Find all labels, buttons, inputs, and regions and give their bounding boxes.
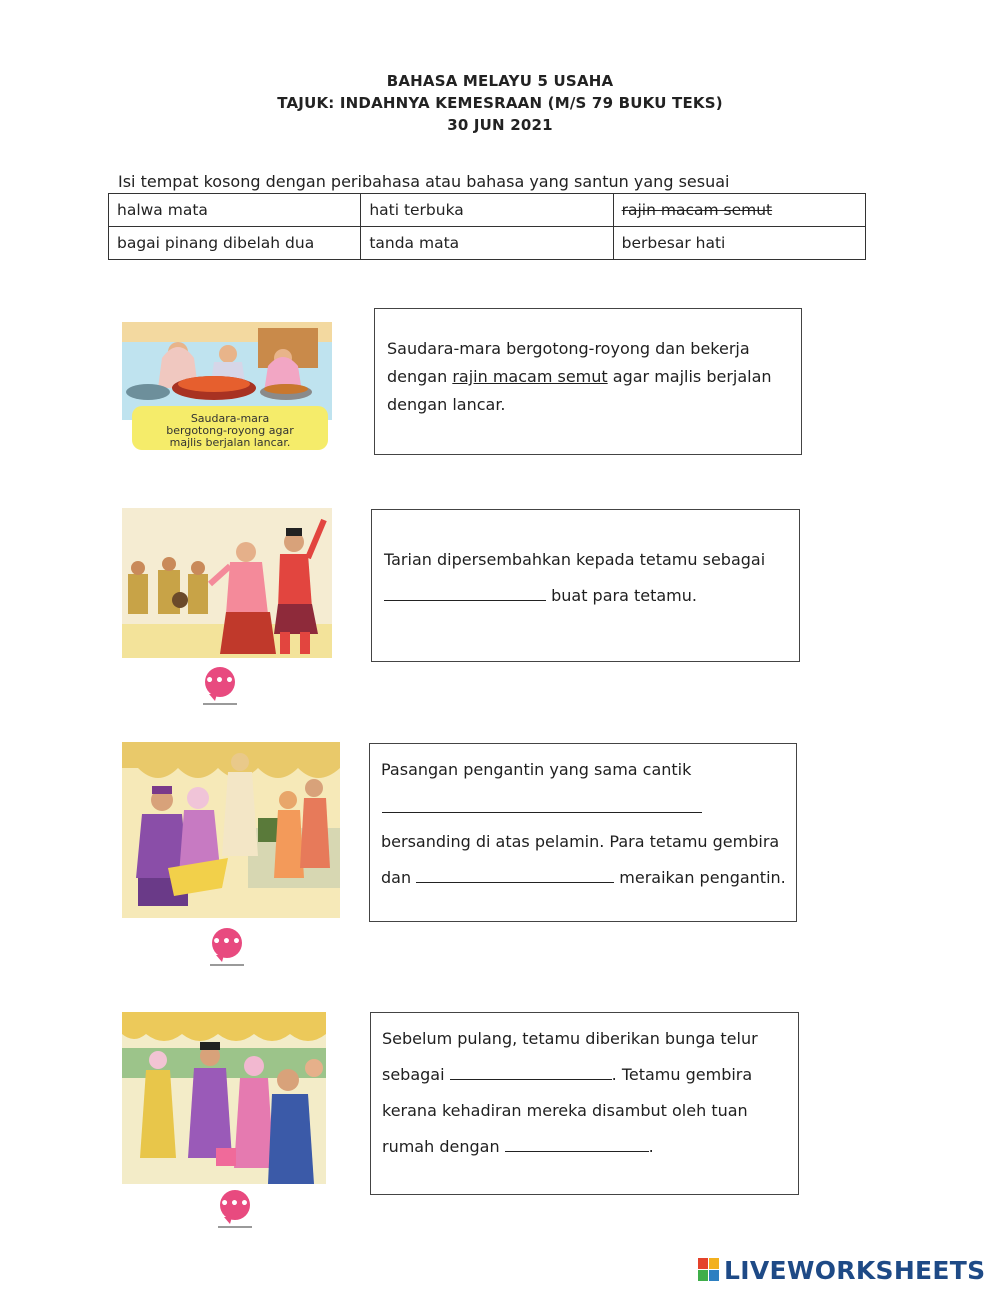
question-box-2 (371, 509, 800, 662)
q1-line (387, 367, 772, 386)
word-bank-cell: hati terbuka (361, 194, 613, 227)
q4-text: rumah dengan (382, 1137, 505, 1156)
answer-blank-4a[interactable] (450, 1065, 612, 1080)
answer-blank-3b[interactable] (416, 868, 614, 883)
q4-text: . (648, 1137, 654, 1156)
picture1-caption-line: Saudara-mara (190, 412, 270, 425)
picture1-caption-line: majlis berjalan lancar. (169, 436, 291, 449)
q4-line (382, 1065, 752, 1084)
word-bank-row (109, 194, 866, 227)
picture-cooking-scene (118, 318, 336, 458)
q2-text: buat para tetamu. (546, 586, 697, 605)
q3-text: meraikan pengantin. (614, 868, 786, 887)
word-bank-cell: halwa mata (109, 194, 361, 227)
q4-text: . Tetamu gembira (611, 1065, 753, 1084)
logo-blocks-icon (698, 1258, 720, 1282)
answer-blank-4b[interactable] (505, 1137, 649, 1152)
word-bank-cell: berbesar hati (613, 227, 865, 260)
q1-text: agar majlis berjalan (607, 367, 772, 386)
chat-bubble-icon[interactable]: ••• (203, 667, 237, 707)
q3-text: dan (381, 868, 417, 887)
picture-dance-scene (118, 504, 336, 668)
topic-title: TAJUK: INDAHNYA KEMESRAAN (M/S 79 BUKU TEKS) (277, 94, 723, 112)
word-bank-cell-used: rajin macam semut (613, 194, 865, 227)
picture-wedding-scene (118, 738, 343, 928)
answer-blank-2a[interactable] (384, 586, 546, 601)
picture1-caption-line: bergotong-royong agar (166, 424, 294, 437)
q1-line: Saudara-mara bergotong-royong dan bekerja (387, 339, 750, 358)
q3-line: Pasangan pengantin yang sama cantik (381, 760, 692, 779)
picture-guests-scene (118, 1008, 330, 1192)
q3-line: bersanding di atas pelamin. Para tetamu gembira (381, 832, 780, 851)
chat-bubble-icon[interactable]: ••• (210, 928, 244, 968)
chat-bubble-icon[interactable]: ••• (218, 1190, 252, 1230)
q1-answer[interactable]: rajin macam semut (452, 367, 608, 386)
word-bank-table (108, 193, 866, 260)
q2-line: Tarian dipersembahkan kepada tetamu sebagai (384, 550, 766, 569)
instruction-text: Isi tempat kosong dengan peribahasa atau bahasa yang santun yang sesuai (118, 172, 730, 191)
question-box-4 (370, 1012, 799, 1195)
worksheet-date: 30 JUN 2021 (447, 116, 553, 134)
word-bank-row (109, 227, 866, 260)
q3-line (382, 798, 702, 817)
q4-text: sebagai (382, 1065, 450, 1084)
subject-title: BAHASA MELAYU 5 USAHA (386, 72, 614, 90)
q1-line: dengan lancar. (387, 395, 506, 414)
q4-line (382, 1137, 654, 1156)
q4-line: Sebelum pulang, tetamu diberikan bunga telur (382, 1029, 758, 1048)
logo-text: LIVEWORKSHEETS (724, 1256, 986, 1285)
q4-line: kerana kehadiran mereka disambut oleh tuan (382, 1101, 748, 1120)
q3-line (381, 868, 786, 887)
q2-line (384, 586, 697, 605)
word-bank-cell: bagai pinang dibelah dua (109, 227, 361, 260)
question-box-1 (374, 308, 802, 455)
q1-text: dengan (387, 367, 453, 386)
question-box-3 (369, 743, 797, 922)
worksheet-header (0, 70, 1000, 136)
answer-blank-3a[interactable] (382, 798, 702, 813)
word-bank-cell: tanda mata (361, 227, 613, 260)
